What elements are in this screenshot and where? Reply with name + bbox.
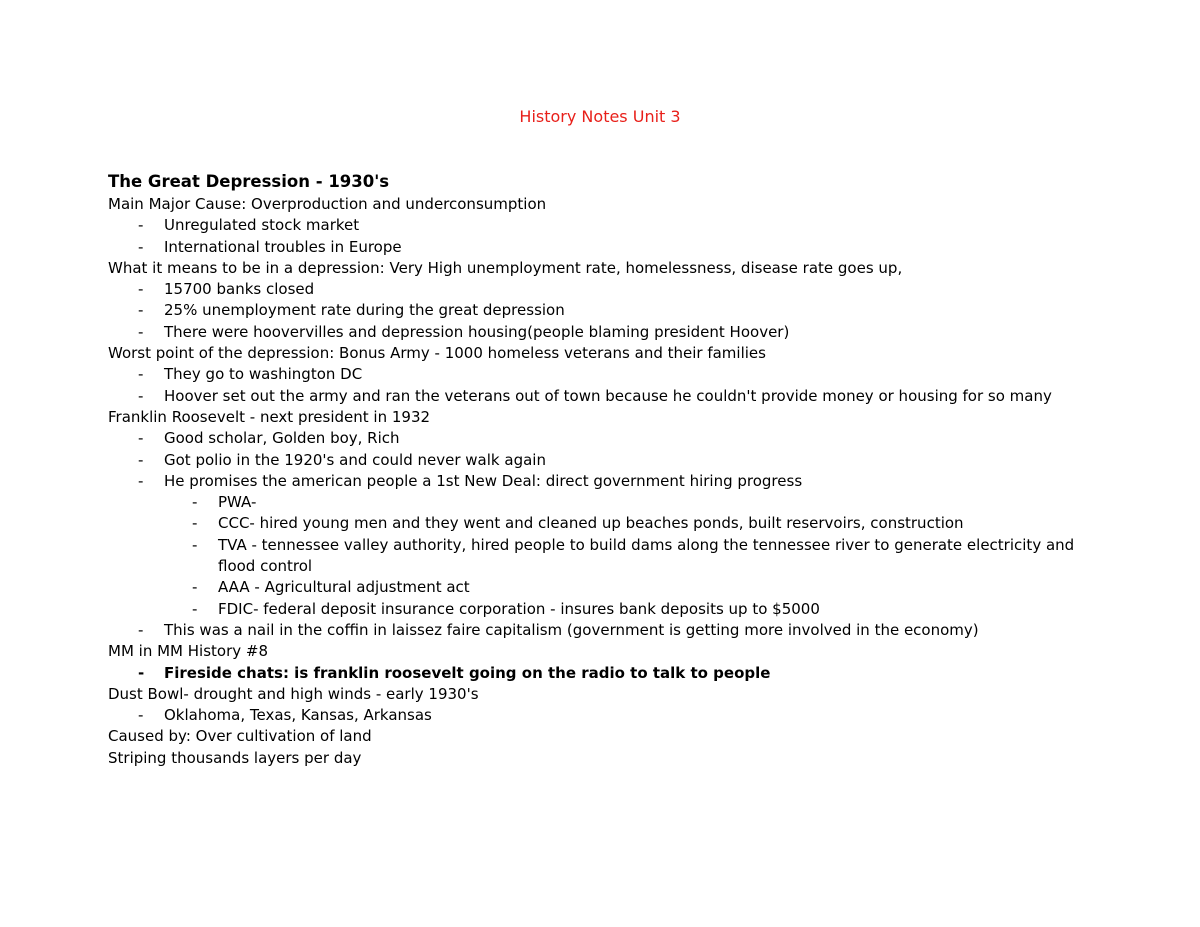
note-line-depression: What it means to be in a depression: Very High unemployment rate, homelessness, disease rate goes up, (108, 258, 903, 277)
sub-bullet-item (108, 599, 1098, 620)
bullet-text: This was a nail in the coffin in laissez faire capitalism (government is getting more involved in the economy) (164, 620, 979, 639)
note-line-worst: Worst point of the depression: Bonus Army - 1000 homeless veterans and their families (108, 344, 766, 363)
bullet-text: TVA - tennessee valley authority, hired people to build dams along the tennessee river to generate electricity and flood control (218, 535, 1075, 576)
bullet-text: He promises the american people a 1st New Deal: direct government hiring progress (164, 471, 803, 490)
sub-bullet-item (108, 577, 1098, 598)
bullet-text: AAA - Agricultural adjustment act (218, 578, 470, 597)
bullet-item (108, 620, 1098, 641)
bullet-dash: - (138, 450, 144, 469)
bullet-dash: - (138, 471, 144, 490)
bullet-item (108, 322, 1098, 343)
bullet-text: Good scholar, Golden boy, Rich (164, 429, 400, 448)
sub-bullet-item (108, 535, 1098, 578)
bullet-dash: - (192, 535, 198, 554)
bullet-dash: - (138, 663, 145, 682)
bullet-item (108, 364, 1098, 385)
bullet-text: 15700 banks closed (164, 280, 315, 299)
bullet-text: 25% unemployment rate during the great depression (164, 301, 565, 320)
bullet-text: They go to washington DC (164, 365, 363, 384)
bullet-dash: - (138, 386, 144, 405)
bullet-item (108, 386, 1098, 407)
bullet-item (108, 237, 1098, 258)
bullet-dash: - (138, 216, 144, 235)
bullet-dash: - (138, 620, 144, 639)
bullet-text: There were hoovervilles and depression housing(people blaming president Hoover) (164, 322, 790, 341)
bullet-text: FDIC- federal deposit insurance corporation - insures bank deposits up to $5000 (218, 599, 820, 618)
bullet-item (108, 428, 1098, 449)
bullet-dash: - (138, 429, 144, 448)
bullet-text: Unregulated stock market (164, 216, 360, 235)
bullet-item (108, 279, 1098, 300)
bullet-text: PWA- (218, 493, 257, 512)
note-line-dust-bowl: Dust Bowl- drought and high winds - early 1930's (108, 684, 479, 703)
bullet-text: Got polio in the 1920's and could never walk again (164, 450, 546, 469)
document-title: History Notes Unit 3 (519, 107, 681, 126)
bullet-dash: - (192, 493, 198, 512)
bullet-item (108, 663, 1098, 684)
bullet-dash: - (138, 322, 144, 341)
bullet-item (108, 705, 1098, 726)
bullet-item (108, 300, 1098, 321)
bullet-item (108, 215, 1098, 236)
bullet-dash: - (138, 237, 144, 256)
section-heading: The Great Depression - 1930's (108, 172, 390, 191)
bullet-dash: - (138, 706, 144, 725)
notes-body (108, 170, 1098, 769)
bullet-dash: - (192, 578, 198, 597)
bullet-text: Oklahoma, Texas, Kansas, Arkansas (164, 706, 432, 725)
sub-bullet-item (108, 492, 1098, 513)
bullet-item (108, 471, 1098, 492)
bullet-dash: - (138, 365, 144, 384)
bullet-dash: - (192, 514, 198, 533)
bullet-text: CCC- hired young men and they went and cleaned up beaches ponds, built reservoirs, construction (218, 514, 964, 533)
note-line-cause: Main Major Cause: Overproduction and underconsumption (108, 195, 547, 213)
note-line-striping: Striping thousands layers per day (108, 748, 362, 767)
bullet-dash: - (138, 301, 144, 320)
note-line-fdr: Franklin Roosevelt - next president in 1932 (108, 407, 431, 426)
note-line-mm: MM in MM History #8 (108, 642, 268, 661)
bullet-item (108, 450, 1098, 471)
bullet-text: International troubles in Europe (164, 237, 402, 256)
bullet-dash: - (192, 599, 198, 618)
bullet-text: Fireside chats: is franklin roosevelt going on the radio to talk to people (164, 663, 771, 682)
note-line-caused-by: Caused by: Over cultivation of land (108, 727, 372, 746)
bullet-text: Hoover set out the army and ran the veterans out of town because he couldn't provide money or housing for so many (164, 386, 1052, 405)
sub-bullet-item (108, 513, 1098, 534)
bullet-dash: - (138, 280, 144, 299)
